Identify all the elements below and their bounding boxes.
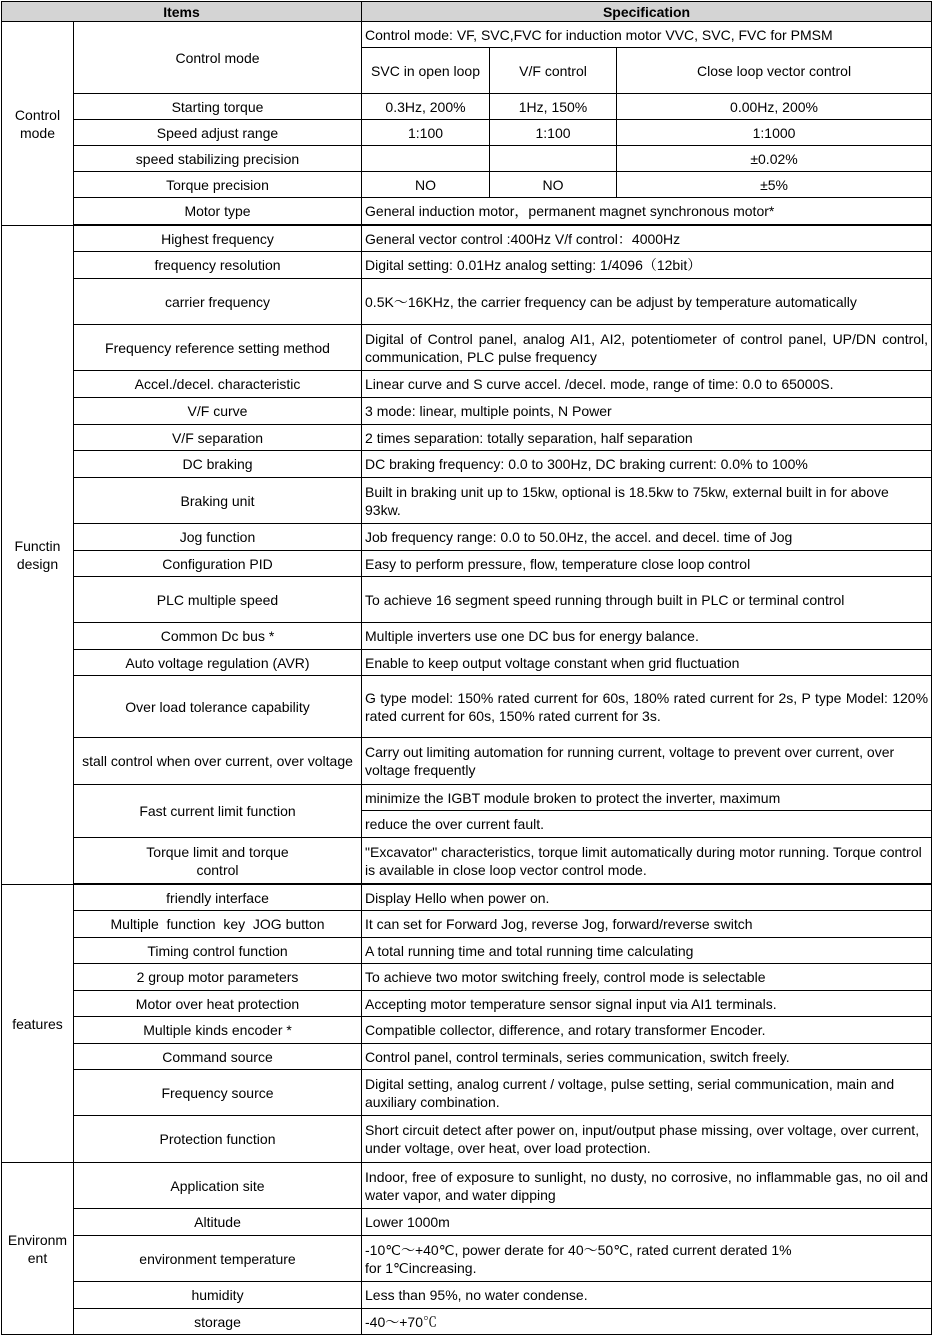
item-dc-braking: DC braking (74, 451, 362, 478)
spec-cell: Digital setting: 0.01Hz analog setting: 1/4096（12bit） (362, 252, 932, 279)
spec-cell: reduce the over current fault. (362, 811, 932, 838)
table-row (2, 172, 932, 198)
table-row (2, 738, 932, 785)
header-row (2, 2, 932, 22)
table-row (2, 1070, 932, 1116)
spec-cell: Carry out limiting automation for running current, voltage to prevent over current, over voltage frequently (362, 738, 932, 785)
item-jog-function: Jog function (74, 524, 362, 551)
item-highest-frequency: Highest frequency (74, 226, 362, 252)
value-cell: 1Hz, 150% (490, 94, 617, 120)
spec-cell: General vector control :400Hz V/f control：4000Hz (362, 226, 932, 252)
item-configuration-pid: Configuration PID (74, 551, 362, 577)
table-row (2, 1116, 932, 1163)
spec-cell: G type model: 150% rated current for 60s, 180% rated current for 2s, P type Model: 120% rated current for 60s, 150% rated current for 3s. (362, 676, 932, 738)
spec-cell: Less than 95%, no water condense. (362, 1282, 932, 1309)
item-accel-decel: Accel./decel. characteristic (74, 371, 362, 398)
table-row (2, 1309, 932, 1335)
table-row (2, 425, 932, 451)
spec-cell: To achieve two motor switching freely, control mode is selectable (362, 964, 932, 991)
spec-cell: -10℃～+40℃, power derate for 40～50℃, rated current derated 1% for 1℃increasing. (362, 1236, 932, 1282)
table-row (2, 650, 932, 676)
table-row (2, 94, 932, 120)
spec-cell: 2 times separation: totally separation, half separation (362, 425, 932, 451)
value-cell: NO (490, 172, 617, 198)
item-friendly-interface: friendly interface (74, 885, 362, 911)
item-application-site: Application site (74, 1163, 362, 1209)
spec-cell: Accepting motor temperature sensor signal input via AI1 terminals. (362, 991, 932, 1017)
value-cell: ±5% (617, 172, 932, 198)
item-carrier-frequency: carrier frequency (74, 279, 362, 325)
value-cell: 0.00Hz, 200% (617, 94, 932, 120)
table-row (2, 120, 932, 146)
header-specification: Specification (362, 2, 932, 22)
sub-header-vf: V/F control (490, 48, 617, 94)
item-control-mode: Control mode (74, 22, 362, 94)
table-row (2, 398, 932, 425)
spec-cell: 0.5K～16KHz, the carrier frequency can be adjust by temperature automatically (362, 279, 932, 325)
item-motor-type: Motor type (74, 198, 362, 225)
value-cell: 0.3Hz, 200% (362, 94, 490, 120)
spec-cell: -40～+70℃ (362, 1309, 932, 1335)
table-row (2, 451, 932, 478)
table-row (2, 551, 932, 577)
category-features: features (2, 885, 74, 1163)
item-frequency-resolution: frequency resolution (74, 252, 362, 279)
item-frequency-reference: Frequency reference setting method (74, 325, 362, 371)
spec-cell: Compatible collector, difference, and rotary transformer Encoder. (362, 1017, 932, 1044)
table-row (2, 524, 932, 551)
table-row (2, 371, 932, 398)
specification-table (1, 1, 932, 1335)
spec-cell: minimize the IGBT module broken to protect the inverter, maximum (362, 785, 932, 811)
spec-cell: Linear curve and S curve accel. /decel. mode, range of time: 0.0 to 65000S. (362, 371, 932, 398)
item-over-heat: Motor over heat protection (74, 991, 362, 1017)
value-cell: 1:100 (490, 120, 617, 146)
table-row (2, 478, 932, 524)
table-row (2, 1209, 932, 1236)
item-humidity: humidity (74, 1282, 362, 1309)
table-row (2, 623, 932, 650)
table-row (2, 577, 932, 623)
table-row (2, 1017, 932, 1044)
table-row (2, 252, 932, 279)
category-control-mode: Control mode (2, 22, 74, 226)
item-altitude: Altitude (74, 1209, 362, 1236)
table-row (2, 279, 932, 325)
spec-cell: A total running time and total running time calculating (362, 938, 932, 964)
spec-cell: Multiple inverters use one DC bus for energy balance. (362, 623, 932, 650)
table-row (2, 885, 932, 911)
spec-cell: Lower 1000m (362, 1209, 932, 1236)
table-row (2, 911, 932, 938)
spec-cell: Indoor, free of exposure to sunlight, no dusty, no corrosive, no inflammable gas, no oil and water vapor, and water dipping (362, 1163, 932, 1209)
table-row (2, 1282, 932, 1309)
table-row (2, 1236, 932, 1282)
spec-cell: Short circuit detect after power on, input/output phase missing, over voltage, over current, under voltage, over heat, over load protection. (362, 1116, 932, 1163)
spec-cell: Built in braking unit up to 15kw, optional is 18.5kw to 75kw, external built in for above 93kw. (362, 478, 932, 524)
item-protection-function: Protection function (74, 1116, 362, 1163)
table-row (2, 838, 932, 884)
table-row (2, 991, 932, 1017)
item-speed-stabilizing: speed stabilizing precision (74, 146, 362, 172)
table-row (2, 146, 932, 172)
value-cell: ±0.02% (617, 146, 932, 172)
sub-header-svc: SVC in open loop (362, 48, 490, 94)
item-avr: Auto voltage regulation (AVR) (74, 650, 362, 676)
item-frequency-source: Frequency source (74, 1070, 362, 1116)
spec-cell: Easy to perform pressure, flow, temperature close loop control (362, 551, 932, 577)
spec-cell: "Excavator" characteristics, torque limit automatically during motor running. Torque control is available in close loop vector control mode. (362, 838, 932, 884)
table-row (2, 1044, 932, 1070)
header-items: Items (2, 2, 362, 22)
value-cell (362, 146, 490, 172)
table-row (2, 785, 932, 811)
spec-cell: It can set for Forward Jog, reverse Jog, forward/reverse switch (362, 911, 932, 938)
table-row (2, 676, 932, 738)
spec-cell: Digital setting, analog current / voltage, pulse setting, serial communication, main and auxiliary combination. (362, 1070, 932, 1116)
item-common-dc-bus: Common Dc bus * (74, 623, 362, 650)
item-fast-current-limit: Fast current limit function (74, 785, 362, 838)
item-motor-parameters: 2 group motor parameters (74, 964, 362, 991)
spec-cell: 3 mode: linear, multiple points, N Power (362, 398, 932, 425)
item-stall-control: stall control when over current, over voltage (74, 738, 362, 785)
table-row (2, 226, 932, 252)
spec-cell: Enable to keep output voltage constant when grid fluctuation (362, 650, 932, 676)
item-environment-temperature: environment temperature (74, 1236, 362, 1282)
item-speed-adjust-range: Speed adjust range (74, 120, 362, 146)
item-starting-torque: Starting torque (74, 94, 362, 120)
value-cell: NO (362, 172, 490, 198)
spec-cell: Control panel, control terminals, series communication, switch freely. (362, 1044, 932, 1070)
table-row (2, 1163, 932, 1209)
value-cell: 1:1000 (617, 120, 932, 146)
spec-cell: Digital of Control panel, analog AI1, AI2, potentiometer of control panel, UP/DN control, communication, PLC pulse frequency (362, 325, 932, 371)
spec-motor-type: General induction motor，permanent magnet synchronous motor* (362, 198, 932, 225)
item-vf-curve: V/F curve (74, 398, 362, 425)
table-row (2, 325, 932, 371)
item-jog-button: Multiple function key JOG button (74, 911, 362, 938)
spec-cell: DC braking frequency: 0.0 to 300Hz, DC braking current: 0.0% to 100% (362, 451, 932, 478)
spec-cell: Job frequency range: 0.0 to 50.0Hz, the accel. and decel. time of Jog (362, 524, 932, 551)
value-cell: 1:100 (362, 120, 490, 146)
item-storage: storage (74, 1309, 362, 1335)
item-encoder: Multiple kinds encoder * (74, 1017, 362, 1044)
sub-header-close-loop: Close loop vector control (617, 48, 932, 94)
table-row (2, 198, 932, 225)
item-command-source: Command source (74, 1044, 362, 1070)
item-vf-separation: V/F separation (74, 425, 362, 451)
spec-cell: Display Hello when power on. (362, 885, 932, 911)
item-plc-multiple-speed: PLC multiple speed (74, 577, 362, 623)
item-over-load: Over load tolerance capability (74, 676, 362, 738)
value-cell (490, 146, 617, 172)
item-torque-precision: Torque precision (74, 172, 362, 198)
spec-cell: To achieve 16 segment speed running through built in PLC or terminal control (362, 577, 932, 623)
category-environment: Environment (2, 1163, 74, 1335)
spec-control-mode: Control mode: VF, SVC,FVC for induction motor VVC, SVC, FVC for PMSM (362, 22, 932, 48)
table-row (2, 22, 932, 48)
item-timing-control: Timing control function (74, 938, 362, 964)
item-torque-limit: Torque limit and torque control (74, 838, 362, 884)
item-braking-unit: Braking unit (74, 478, 362, 524)
category-function-design: Functin design (2, 226, 74, 885)
table-row (2, 964, 932, 991)
table-row (2, 938, 932, 964)
